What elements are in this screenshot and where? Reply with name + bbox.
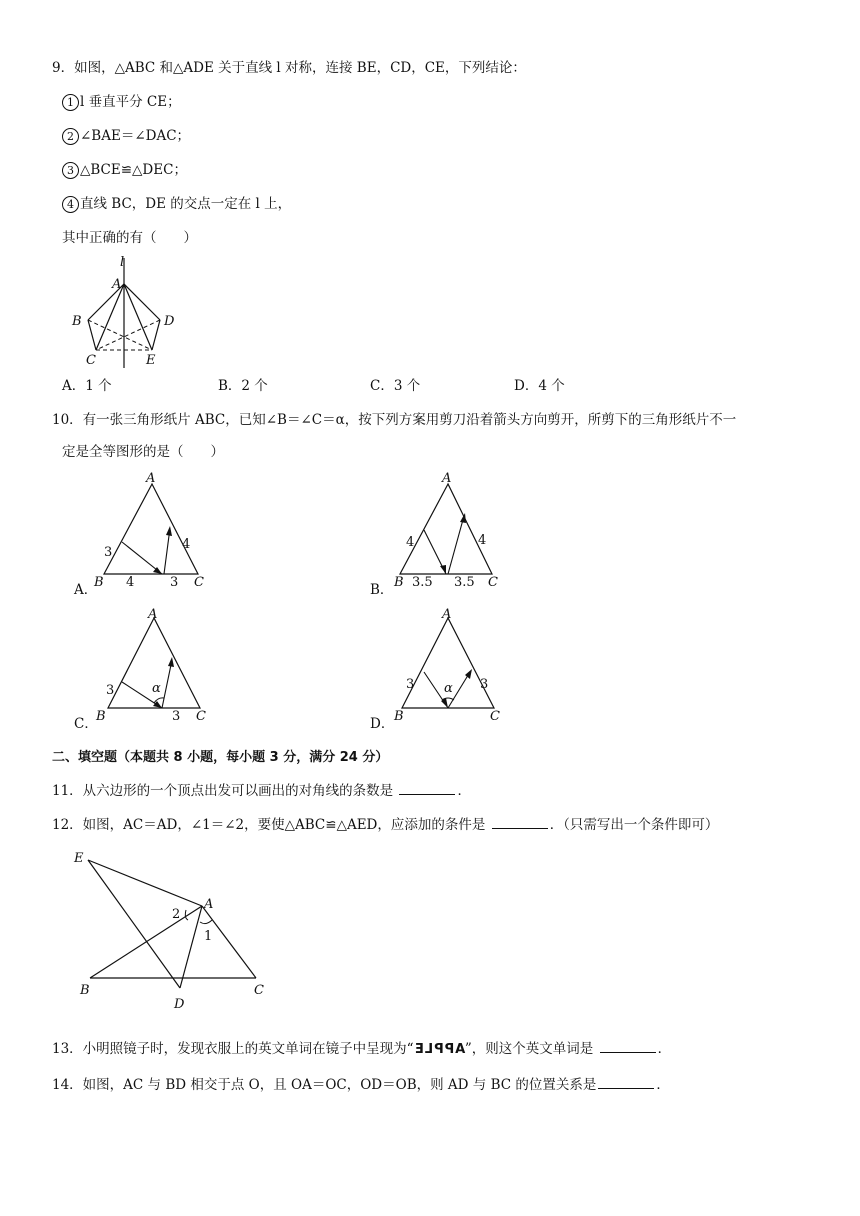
num-3: 3.5 [454,575,475,590]
q9-stem: 9．如图，△ABC 和△ADE 关于直线 l 对称，连接 BE，CD，CE，下列结论： [52,60,526,76]
q12-figure [70,848,280,1013]
num-2: 3.5 [412,575,433,590]
label-c: C [254,983,264,998]
label-e: E [74,851,84,866]
q13-answer-blank[interactable] [600,1038,656,1053]
label-b: B [72,314,82,329]
label-a: A [146,471,156,486]
num-1: 4 [406,535,415,550]
circled-number: 4 [62,196,79,213]
q10-figure-a [90,470,220,590]
q9-statement-3 [62,160,187,180]
num-4: 4 [182,537,191,552]
angle-1: 1 [204,929,213,944]
q10-option-b[interactable]: B． [370,582,394,598]
statement-text: l 垂直平分 CE； [80,94,181,110]
q13-text-2: ”，则这个英文单词是 [464,1041,594,1057]
statement-text: ∠BAE＝∠DAC； [80,128,191,144]
label-a: A [442,607,452,622]
num-1: 3 [106,683,115,698]
angle-alpha: α [152,681,161,696]
label-a: A [204,897,214,912]
q9-statement-2 [62,126,190,146]
q14-text: 14．如图，AC 与 BD 相交于点 O，且 OA＝OC，OD＝OB，则 AD 与 BC 的位置关系是 [52,1077,597,1093]
q10-stem-line1: 10．有一张三角形纸片 ABC，已知∠B＝∠C＝α，按下列方案用剪刀沿着箭头方向剪开，所剪下的三角形纸片不一 [52,412,737,428]
q9-statement-1 [62,92,181,112]
num-4: 4 [478,533,487,548]
q9-statement-4 [62,194,291,214]
q10-option-d[interactable]: D． [370,716,395,732]
num-3: 3 [480,677,489,692]
q10-stem-line2: 定是全等图形的是（ ） [62,444,224,460]
statement-text: 直线 BC，DE 的交点一定在 l 上， [80,196,292,212]
q13-text-1: 13．小明照镜子时，发现衣服上的英文单词在镜子中呈现为“ [52,1041,414,1057]
label-b: B [394,575,404,590]
label-b: B [96,709,106,724]
num-3: 3 [172,709,181,724]
label-l: l [120,255,125,270]
label-c: C [490,709,500,724]
q11-text: 11．从六边形的一个顶点出发可以画出的对角线的条数是 [52,783,394,799]
label-d: D [164,314,175,329]
q12-end: ．（只需写出一个条件即可） [549,817,719,833]
q9-option-a[interactable]: A．1 个 [62,378,112,394]
q10-figure-b [392,470,522,590]
q9-option-b[interactable]: B．2 个 [218,378,268,394]
q9-figure [60,250,200,370]
num-1: 3 [104,545,113,560]
q10-option-a[interactable]: A． [74,582,98,598]
circled-number: 1 [62,94,79,111]
side-bc [88,320,96,350]
label-a: A [112,277,122,292]
section-title: 二、填空题（本题共 8 小题，每小题 3 分，满分 24 分） [52,750,389,765]
angle-alpha: α [444,681,453,696]
mirror-word: APPLE [413,1042,465,1057]
q10-option-c[interactable]: C． [74,716,98,732]
q14 [52,1074,670,1095]
num-1: 3 [406,677,415,692]
q14-end: ． [656,1077,670,1093]
label-a: A [442,471,452,486]
q11 [52,780,471,801]
num-3: 3 [170,575,179,590]
q12 [52,814,718,835]
q12-text: 12．如图，AC＝AD，∠1＝∠2，要使△ABC≌△AED，应添加的条件是 [52,817,486,833]
label-c: C [194,575,204,590]
q10-figure-d [392,606,522,726]
label-c: C [86,353,96,368]
q11-answer-blank[interactable] [399,780,455,795]
label-c: C [488,575,498,590]
q13-end: ． [657,1041,672,1057]
q13 [52,1038,671,1060]
side-ae [124,284,152,350]
num-2: 4 [126,575,135,590]
q10-figure-c [92,606,222,726]
q9-option-d[interactable]: D．4 个 [514,378,565,394]
label-d: D [174,997,185,1012]
q9-question: 其中正确的有（ ） [62,230,197,246]
label-c: C [196,709,206,724]
q12-answer-blank[interactable] [492,814,548,829]
side-ac [96,284,124,350]
q9-option-c[interactable]: C．3 个 [370,378,421,394]
circled-number: 2 [62,128,79,145]
label-b: B [80,983,90,998]
circled-number: 3 [62,162,79,179]
label-a: A [148,607,158,622]
side-de [152,320,160,350]
angle-2: 2 [172,907,181,922]
label-e: E [146,353,156,368]
q14-answer-blank[interactable] [598,1074,654,1089]
label-b: B [94,575,104,590]
label-b: B [394,709,404,724]
statement-text: △BCE≌△DEC； [80,162,187,178]
q11-end: ． [457,783,471,799]
